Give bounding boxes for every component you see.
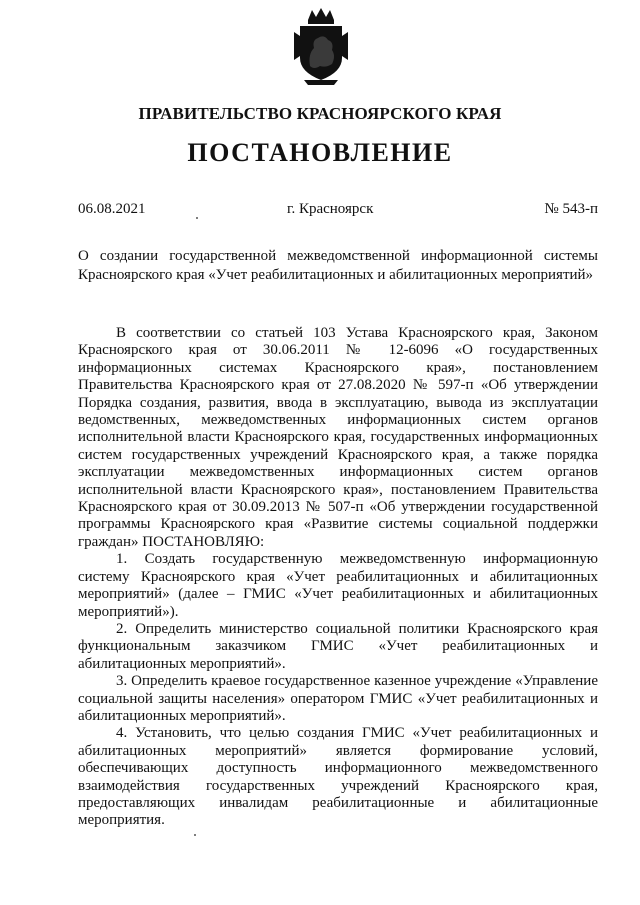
document-city: г. Красноярск [287, 201, 374, 217]
clause-paragraph: 2. Определить министерство социальной политики Красноярского края функциональным заказчиком ГМИС «Учет реабилитационных и абилитационных мероприятий». [78, 620, 598, 672]
clause-paragraph: 1. Создать государственную межведомственную информационную систему Красноярского края «Учет реабилитационных и абилитационных мероприятий» (далее – ГМИС «Учет реабилитационных и абилитационных мероприятий»). [78, 551, 598, 620]
document-number: № 543-п [544, 201, 598, 217]
document-date: 06.08.2021 [78, 201, 146, 217]
krasnoyarsk-coat-of-arms-icon [290, 6, 352, 86]
clause-paragraph: 3. Определить краевое государственное казенное учреждение «Управление социальной защиты населения» оператором ГМИС «Учет реабилитационных и абилитационных мероприятий». [78, 673, 598, 724]
document-body [78, 325, 598, 830]
clause-paragraph: 4. Установить, что целью создания ГМИС «Учет реабилитационных и абилитационных мероприятий» является формирование условий, обеспечивающих доступность информационного межведомственного взаимодействия государственных учреждений Красноярского края, предоставляющих инвалидам реабилитационные и абилитационные мероприятия. [78, 725, 598, 829]
scan-speck [194, 834, 196, 836]
government-title: ПРАВИТЕЛЬСТВО КРАСНОЯРСКОГО КРАЯ [138, 104, 502, 123]
document-subject: О создании государственной межведомственной информационной системы Красноярского края «Учет реабилитационных и абилитационных мероприятий» [78, 248, 598, 283]
preamble-paragraph: В соответствии со статьей 103 Устава Красноярского края, Законом Красноярского края от 30.06.2011 № 12-6096 «О государственных информационных системах Красноярского края», постановлением Правительства Красноярского края от 27.08.2020 № 597-п «Об утверждении Порядка создания, развития, ввода в эксплуатацию, вывода из эксплуатации ведомственных, межведомственных информационных систем органов исполнительной власти Красноярского края, государственных информационных систем государственных учреждений Красноярского края, а также порядка эксплуатации межведомственных информационных систем органов исполнительной власти Красноярского края», постановлением Правительства Красноярского края от 30.09.2013 № 507-п «Об утверждении государственной программы Красноярского края «Развитие системы социальной поддержки граждан» ПОСТАНОВЛЯЮ: [78, 325, 598, 550]
scan-speck [196, 217, 198, 219]
document-type: ПОСТАНОВЛЕНИЕ [187, 138, 453, 167]
